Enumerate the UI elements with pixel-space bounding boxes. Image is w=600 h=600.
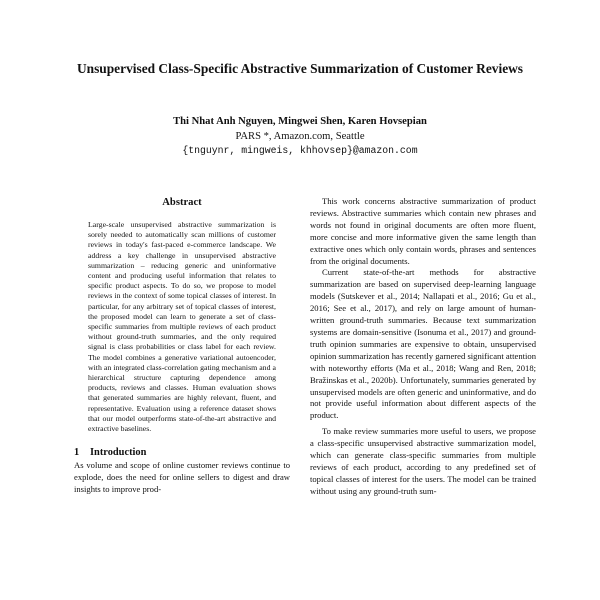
author-block <box>60 115 540 159</box>
body-paragraph-3: To make review summaries more useful to users, we propose a class-specific unsupervised abstractive summarization model, which can generate class-specific summaries from multiple reviews of each product, according to any predefined set of topical classes of interest for the users. The model can be trained without using any ground-truth sum- <box>310 426 536 496</box>
abstract-heading: Abstract <box>162 197 202 208</box>
right-column <box>310 196 536 498</box>
author-emails: {tnguynr, mingweis, khhovsep}@amazon.com <box>182 145 418 156</box>
body-paragraph-1: This work concerns abstractive summarization of product reviews. Abstractive summaries which contain new phrases and words not found in original documents are often more fluent, more concise and more informative given the same length than extractive ones which only contain words, phrases and sentences from the original documents. <box>310 196 536 266</box>
abstract-text: Large-scale unsupervised abstractive summarization is sorely needed to automatically scan millions of customer reviews in today's fast-paced e-commerce landscape. We address a key challenge in unsupervised abstractive summarization – reducing generic and uninformative content and producing useful information that relates to specific product aspects. To do so, we propose to model reviews in the context of some topical classes of interest. In particular, for any arbitrary set of topical classes of interest, the proposed model can learn to generate a set of class-specific summaries from multiple reviews of each product without ground-truth summaries, and the only required signal is class probabilities or class label for each review. The model combines a generative variational autoencoder, with an integrated class-correlation gating mechanism and a hierarchical structure capturing dependence among products, reviews and classes. Human evaluation shows that generated summaries are highly relevant, fluent, and representative. Evaluation using a reference dataset shows that our model outperforms state-of-the-art abstractive and extractive baselines. <box>88 220 276 434</box>
left-column <box>74 196 290 496</box>
section-title: Introduction <box>90 447 147 459</box>
introduction-heading <box>74 446 290 460</box>
body-paragraph-2: Current state-of-the-art methods for abstractive summarization are based on supervised deep-learning language models (Sutskever et al., 2014; Nallapati et al., 2016; Gu et al., 2016; See et al., 2017), and rely on large amount of human-written ground-truth summaries. Because text summarization systems are domain-sensitive (Isonuma et al., 2017) and ground-truth opinion summaries are expensive to obtain, unsupervised opinion summarization has recently garnered significant attention with noteworthy efforts (Ma et al., 2018; Wang and Ren, 2018; Bražinskas et al., 2020b). Unfortunately, summaries generated by unsupervised models are often generic and uninformative, and do not provide useful information about different aspects of the product. <box>310 267 536 421</box>
introduction-text: As volume and scope of online customer reviews continue to explode, does the need for online sellers to digest and draw insights to improve prod- <box>74 460 290 495</box>
section-number: 1 <box>74 447 80 459</box>
author-names: Thi Nhat Anh Nguyen, Mingwei Shen, Karen Hovsepian <box>173 116 427 127</box>
paper-title: Unsupervised Class-Specific Abstractive Summarization of Customer Reviews <box>76 61 524 76</box>
author-affiliation: PARS *, Amazon.com, Seattle <box>235 130 365 142</box>
